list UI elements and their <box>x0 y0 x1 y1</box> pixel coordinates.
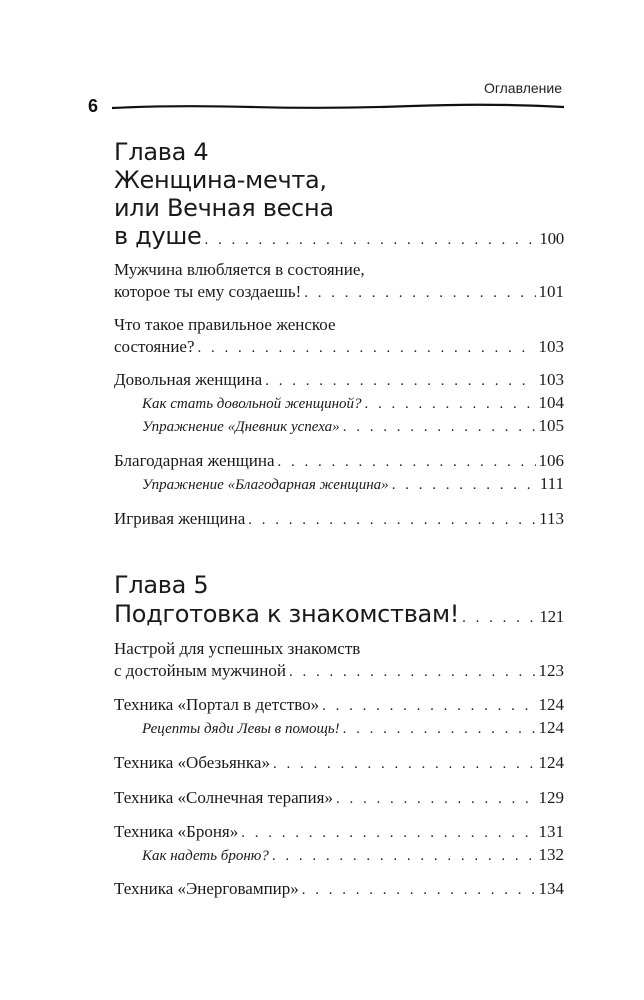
toc-entry[interactable] <box>114 752 564 774</box>
leader-dots <box>392 477 537 494</box>
toc-entry[interactable] <box>114 508 564 530</box>
toc-entry-page: 123 <box>538 661 564 680</box>
leader-dots <box>289 664 536 681</box>
toc-entry-page: 106 <box>538 451 564 470</box>
chapter-4-heading-line-1: Глава 4 <box>114 138 209 166</box>
toc-subentry-title: Как надеть броню? <box>142 848 269 864</box>
leader-dots <box>198 340 536 357</box>
leader-dots <box>205 232 537 249</box>
header-rule <box>112 100 564 114</box>
toc-subentry[interactable] <box>114 474 564 494</box>
toc-subentry-title: Упражнение «Благодарная женщина» <box>142 477 389 493</box>
toc-subentry-page: 105 <box>538 416 564 435</box>
toc-entry-title: состояние? <box>114 337 195 356</box>
toc-subentry[interactable] <box>114 416 564 436</box>
leader-dots <box>304 285 535 302</box>
toc-entry-title: Благодарная женщина <box>114 451 275 470</box>
leader-dots <box>248 512 536 529</box>
leader-dots <box>265 373 535 390</box>
toc-entry[interactable] <box>114 878 564 900</box>
chapter-4-heading-entry[interactable] <box>114 221 564 251</box>
leader-dots <box>365 396 536 413</box>
leader-dots <box>302 882 536 899</box>
toc-entry-title: Игривая женщина <box>114 509 246 528</box>
chapter-4-page: 100 <box>539 229 564 248</box>
toc-entry-title: Техника «Портал в детство» <box>114 695 320 714</box>
toc-entry[interactable] <box>114 369 564 391</box>
toc-entry-page: 124 <box>538 753 564 772</box>
toc-entry-page: 134 <box>538 879 564 898</box>
toc-subentry-title: Рецепты дяди Левы в помощь! <box>142 721 340 737</box>
toc-entry-page: 131 <box>538 822 564 841</box>
toc-entry-title: Техника «Солнечная терапия» <box>114 788 333 807</box>
running-head: Оглавление <box>483 80 562 96</box>
toc-entry[interactable] <box>114 821 564 843</box>
toc-entry[interactable] <box>114 694 564 716</box>
leader-dots <box>343 721 536 738</box>
toc-subentry-page: 124 <box>538 718 564 737</box>
toc-entry[interactable] <box>114 336 564 358</box>
leader-dots <box>278 454 536 471</box>
toc-entry-title: Техника «Броня» <box>114 822 239 841</box>
toc-entry-line: Мужчина влюбляется в состояние, <box>114 260 365 279</box>
chapter-4-heading-line-3: или Вечная весна <box>114 194 334 222</box>
leader-dots <box>272 848 536 865</box>
toc-entry-line: Настрой для успешных знакомств <box>114 639 361 658</box>
toc-entry-title: с достойным мужчиной <box>114 661 286 680</box>
toc-entry[interactable] <box>114 660 564 682</box>
toc-entry-line: Что такое правильное женское <box>114 315 336 334</box>
toc-entry-page: 103 <box>538 337 564 356</box>
toc-subentry-page: 104 <box>538 393 564 412</box>
toc-subentry-page: 111 <box>539 474 564 493</box>
toc-entry-title: которое ты ему создаешь! <box>114 282 302 301</box>
chapter-4-heading-line-4: в душе <box>114 222 202 250</box>
toc-subentry-title: Упражнение «Дневник успеха» <box>142 419 340 435</box>
toc-entry-page: 101 <box>538 282 564 301</box>
toc-entry-title: Довольная женщина <box>114 370 263 389</box>
toc-subentry-title: Как стать довольной женщиной? <box>142 396 362 412</box>
leader-dots <box>241 825 535 842</box>
toc-entry-page: 103 <box>538 370 564 389</box>
toc-subentry[interactable] <box>114 718 564 738</box>
toc-entry-title: Техника «Обезьянка» <box>114 753 270 772</box>
leader-dots <box>336 791 536 808</box>
chapter-5-heading-line-1: Глава 5 <box>114 571 209 599</box>
leader-dots <box>273 756 536 773</box>
toc-entry-title: Техника «Энерговампир» <box>114 879 299 898</box>
toc-subentry[interactable] <box>114 845 564 865</box>
leader-dots <box>343 419 536 436</box>
toc-entry[interactable] <box>114 281 564 303</box>
toc-subentry-page: 132 <box>538 845 564 864</box>
chapter-5-heading-line-2: Подготовка к знакомствам! <box>114 600 460 628</box>
toc-entry[interactable] <box>114 450 564 472</box>
toc-entry-page: 129 <box>538 788 564 807</box>
chapter-5-heading-entry[interactable] <box>114 599 564 629</box>
leader-dots <box>462 610 536 627</box>
toc-entry[interactable] <box>114 787 564 809</box>
chapter-5-page: 121 <box>539 607 564 626</box>
page-number: 6 <box>88 96 99 116</box>
toc-subentry[interactable] <box>114 393 564 413</box>
toc-entry-page: 113 <box>539 509 564 528</box>
leader-dots <box>322 698 535 715</box>
chapter-4-heading-line-2: Женщина-мечта, <box>114 166 327 194</box>
toc-entry-page: 124 <box>538 695 564 714</box>
